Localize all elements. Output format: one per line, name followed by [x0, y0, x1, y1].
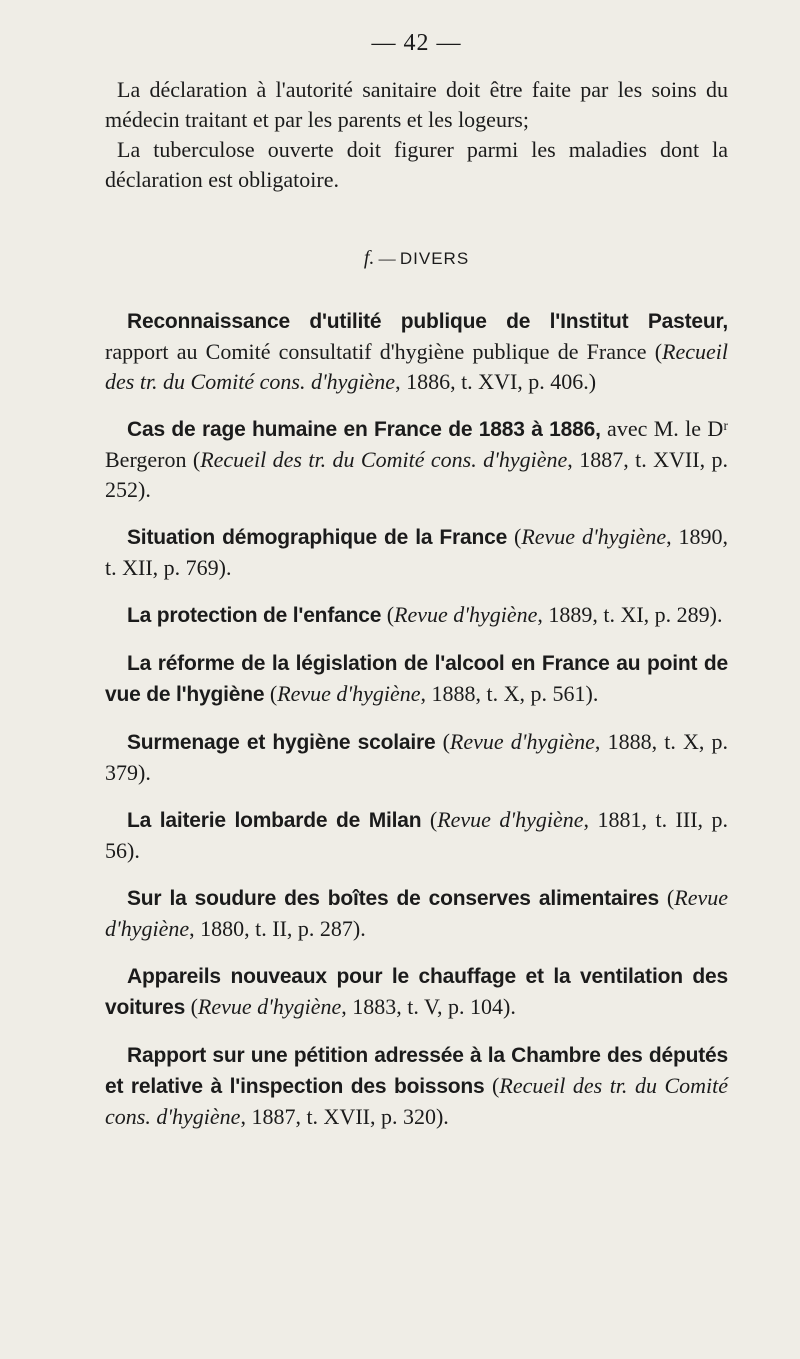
- bibliography-entry: [105, 648, 728, 710]
- entry-title: Reconnaissance d'utilité publique de l'Institut Pasteur,: [127, 310, 728, 333]
- bibliography-entry: [105, 600, 728, 631]
- entry-reference: , 1889, t. XI, p. 289).: [537, 602, 723, 627]
- entry-title: Sur la soudure des boîtes de conserves alimentaires: [127, 887, 659, 910]
- entry-title: Appareils nouveaux pour le chauffage et la ventilation des voitures: [105, 965, 728, 1019]
- entry-text: (: [185, 994, 198, 1019]
- entry-reference: , 1883, t. V, p. 104).: [341, 994, 516, 1019]
- entry-title: Cas de rage humaine en France de 1883 à 1886,: [127, 418, 601, 441]
- entry-reference: , 1890, t. XII, p. 769).: [105, 524, 729, 580]
- entry-title: Situation démographique de la France: [127, 526, 508, 549]
- entry-reference: , 1888, t. X, p. 561).: [420, 681, 599, 706]
- entry-reference: , 1888, t. X, p. 379).: [105, 729, 729, 785]
- entry-source: Revue d'hygiène: [437, 807, 584, 832]
- intro-paragraph: La tuberculose ouverte doit figurer parmi les maladies dont la déclaration est obligatoire.: [105, 137, 728, 192]
- entry-title: Surmenage et hygiène scolaire: [127, 731, 436, 754]
- entry-text: (: [435, 729, 450, 754]
- entry-title: Rapport sur une pétition adressée à la Chambre des députés et relative à l'inspection des boissons: [105, 1044, 728, 1098]
- bibliography-entry: [105, 727, 728, 788]
- entry-reference: , 1880, t. II, p. 287).: [189, 916, 366, 941]
- entry-text: (: [484, 1073, 500, 1098]
- entry-text: (: [421, 807, 438, 832]
- entry-text: rapport au Comité consultatif d'hygiène publique de France (: [105, 339, 663, 364]
- entry-source: Recueil des tr. du Comité cons. d'hygiène: [105, 1073, 729, 1129]
- entry-source: Revue d'hygiène: [394, 602, 538, 627]
- entry-text: avec M. le Dʳ Bergeron (: [105, 416, 728, 472]
- entry-source: Revue d'hygiène: [197, 994, 342, 1019]
- bibliography-entry: [105, 1040, 728, 1132]
- entry-title: La protection de l'enfance: [127, 604, 382, 627]
- entry-title: La laiterie lombarde de Milan: [127, 809, 422, 832]
- entry-reference: , 1881, t. III, p. 56).: [105, 807, 729, 863]
- bibliography-entry: [105, 306, 728, 397]
- entry-source: Revue d'hygiène: [105, 885, 728, 941]
- entry-source: Revue d'hygiène: [277, 681, 421, 706]
- section-title: DIVERS: [399, 249, 470, 268]
- bibliography-list: [105, 306, 728, 1132]
- section-dash: —: [374, 249, 400, 268]
- entry-reference: , 1886, t. XVI, p. 406.): [395, 369, 597, 394]
- entry-source: Recueil des tr. du Comité cons. d'hygiène: [105, 339, 728, 394]
- entry-text: (: [659, 885, 675, 910]
- entry-reference: , 1887, t. XVII, p. 320).: [240, 1104, 449, 1129]
- section-heading: [105, 247, 728, 270]
- bibliography-entry: [105, 805, 728, 866]
- bibliography-entry: [105, 961, 728, 1023]
- entry-title: La réforme de la législation de l'alcool en France au point de vue de l'hygiène: [105, 652, 728, 706]
- entry-text: (: [381, 602, 395, 627]
- intro-paragraph: La déclaration à l'autorité sanitaire doit être faite par les soins du médecin traitant et par les parents et les logeurs;: [105, 77, 728, 132]
- section-letter: f.: [363, 247, 375, 269]
- entry-reference: , 1887, t. XVII, p. 252).: [105, 447, 728, 502]
- bibliography-entry: [105, 414, 728, 505]
- entry-text: (: [264, 681, 278, 706]
- entry-source: Recueil des tr. du Comité cons. d'hygiène: [200, 447, 568, 472]
- entry-source: Revue d'hygiène: [521, 524, 667, 549]
- bibliography-entry: [105, 522, 728, 583]
- bibliography-entry: [105, 883, 728, 944]
- page-number: — 42 —: [371, 30, 462, 56]
- entry-source: Revue d'hygiène: [449, 729, 595, 754]
- entry-text: (: [507, 524, 522, 549]
